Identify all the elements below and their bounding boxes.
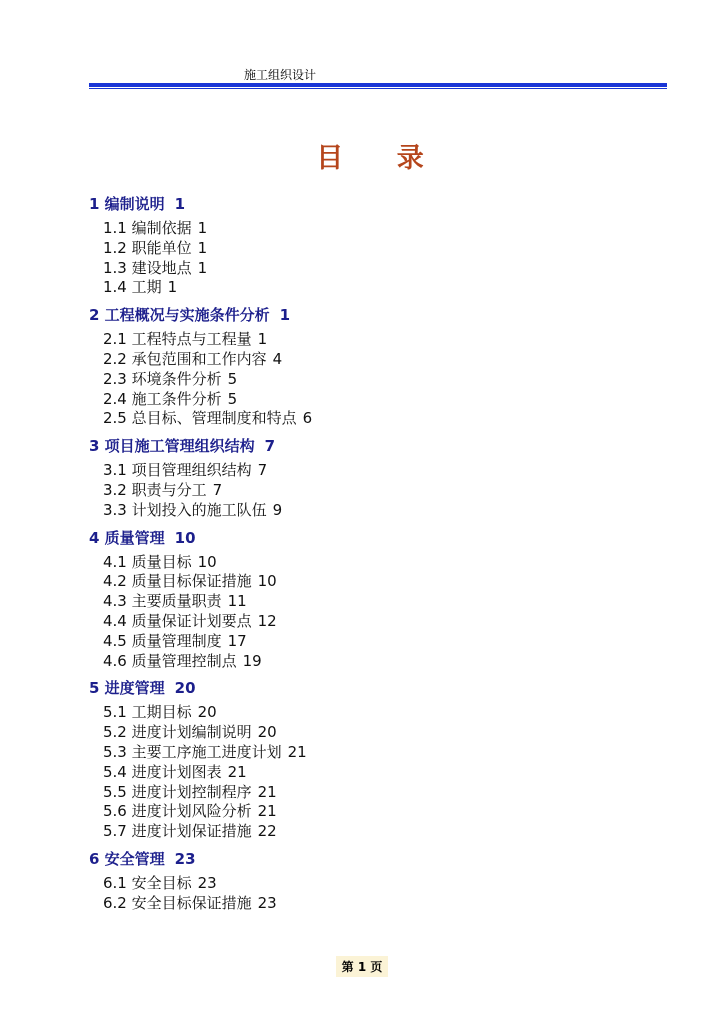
toc-item[interactable] [103, 460, 724, 480]
toc-item-label: 5.3 主要工序施工进度计划 [103, 742, 282, 761]
toc-section-label: 5 进度管理 [89, 679, 165, 698]
toc-item[interactable] [103, 500, 724, 520]
toc-item[interactable] [103, 722, 724, 742]
toc-item-page: 17 [227, 631, 247, 650]
toc-item[interactable] [103, 611, 724, 631]
toc-item[interactable] [103, 552, 724, 572]
toc-section-page: 1 [174, 195, 186, 213]
toc-item-label: 3.1 项目管理组织结构 [103, 461, 252, 480]
toc-item-page: 4 [272, 349, 283, 368]
toc-item-page: 21 [257, 782, 277, 801]
toc-item[interactable] [103, 742, 724, 762]
toc-item[interactable] [103, 277, 724, 297]
toc-section [0, 845, 724, 913]
toc-item-page: 10 [197, 552, 217, 571]
toc-item-label: 6.1 安全目标 [103, 873, 192, 892]
toc-section-heading[interactable] [89, 674, 724, 702]
toc-item-page: 7 [257, 461, 268, 480]
toc-section-heading[interactable] [89, 432, 724, 460]
toc-item-page: 21 [227, 762, 247, 781]
table-of-contents [0, 190, 724, 917]
toc-item-label: 1.2 职能单位 [103, 238, 192, 257]
toc-item-page: 23 [257, 893, 277, 912]
toc-section [0, 524, 724, 671]
toc-item-page: 22 [257, 822, 277, 841]
toc-item-label: 5.4 进度计划图表 [103, 762, 222, 781]
toc-item[interactable] [103, 873, 724, 893]
toc-item-page: 9 [272, 500, 283, 519]
toc-item[interactable] [103, 782, 724, 802]
header-rule [89, 83, 667, 89]
toc-item-page: 12 [257, 611, 277, 630]
toc-section [0, 190, 724, 297]
toc-item-label: 1.1 编制依据 [103, 219, 192, 237]
toc-item[interactable] [103, 631, 724, 651]
toc-item-label: 3.3 计划投入的施工队伍 [103, 500, 267, 519]
toc-item-page: 6 [302, 409, 313, 428]
toc-item-page: 21 [287, 742, 307, 761]
page-number: 第 1 页 [336, 956, 389, 977]
toc-item-label: 4.4 质量保证计划要点 [103, 611, 252, 630]
page-title: 目 录 [316, 143, 446, 174]
toc-item-label: 4.6 质量管理控制点 [103, 651, 237, 670]
toc-section [0, 301, 724, 428]
header-rule-thin [89, 88, 667, 89]
toc-item-page: 1 [257, 330, 268, 349]
toc-section-page: 10 [174, 528, 196, 547]
toc-section-heading[interactable] [89, 301, 724, 329]
toc-item-page: 20 [197, 703, 217, 722]
toc-section-heading[interactable] [89, 524, 724, 552]
toc-item-label: 1.4 工期 [103, 278, 162, 297]
page-footer [0, 956, 724, 977]
toc-section-label: 1 编制说明 [89, 195, 165, 213]
toc-item-page: 1 [167, 278, 178, 297]
toc-item-label: 5.2 进度计划编制说明 [103, 723, 252, 742]
toc-item-page: 11 [227, 592, 247, 611]
toc-item-label: 2.2 承包范围和工作内容 [103, 349, 267, 368]
toc-item[interactable] [103, 571, 724, 591]
toc-item-page: 23 [197, 873, 217, 892]
toc-section-label: 6 安全管理 [89, 849, 165, 868]
toc-item-page: 1 [197, 258, 208, 277]
running-header: 施工组织设计 [243, 68, 316, 82]
toc-item-label: 6.2 安全目标保证措施 [103, 893, 252, 912]
toc-section-heading[interactable] [89, 190, 724, 218]
toc-item-label: 1.3 建设地点 [103, 258, 192, 277]
toc-section-page: 20 [174, 679, 196, 698]
toc-item[interactable] [103, 702, 724, 722]
toc-item[interactable] [103, 893, 724, 913]
toc-item-label: 4.3 主要质量职责 [103, 592, 222, 611]
toc-section-page: 23 [174, 849, 196, 868]
toc-item[interactable] [103, 349, 724, 369]
toc-item[interactable] [103, 369, 724, 389]
toc-section [0, 674, 724, 841]
toc-item-label: 4.2 质量目标保证措施 [103, 572, 252, 591]
toc-item[interactable] [103, 389, 724, 409]
toc-item-label: 3.2 职责与分工 [103, 480, 207, 499]
toc-section-label: 2 工程概况与实施条件分析 [89, 306, 270, 325]
toc-item-label: 5.1 工期目标 [103, 703, 192, 722]
toc-item-label: 4.5 质量管理制度 [103, 631, 222, 650]
toc-section-heading[interactable] [89, 845, 724, 873]
toc-section-label: 4 质量管理 [89, 528, 165, 547]
header-rule-thick [89, 83, 667, 87]
toc-item-page: 5 [227, 389, 238, 408]
toc-item-label: 4.1 质量目标 [103, 552, 192, 571]
toc-item[interactable] [103, 591, 724, 611]
toc-item-page: 5 [227, 369, 238, 388]
toc-item-page: 10 [257, 572, 277, 591]
toc-item[interactable] [103, 258, 724, 278]
toc-item-label: 5.6 进度计划风险分析 [103, 802, 252, 821]
toc-item-label: 5.5 进度计划控制程序 [103, 782, 252, 801]
toc-item[interactable] [103, 651, 724, 671]
toc-section-page: 1 [279, 306, 291, 325]
toc-item[interactable] [103, 408, 724, 428]
toc-item-label: 2.5 总目标、管理制度和特点 [103, 409, 297, 428]
toc-item-label: 2.4 施工条件分析 [103, 389, 222, 408]
toc-item[interactable] [103, 762, 724, 782]
toc-item-page: 7 [212, 480, 223, 499]
toc-item[interactable] [103, 218, 724, 238]
toc-section-label: 3 项目施工管理组织结构 [89, 437, 255, 456]
toc-item-page: 1 [197, 238, 208, 257]
toc-item-page: 21 [257, 802, 277, 821]
toc-section-page: 7 [264, 437, 276, 456]
toc-section [0, 432, 724, 519]
toc-item[interactable] [103, 329, 724, 349]
toc-item-page: 20 [257, 723, 277, 742]
toc-item[interactable] [103, 801, 724, 821]
toc-item-label: 2.1 工程特点与工程量 [103, 330, 252, 349]
toc-item[interactable] [103, 238, 724, 258]
toc-item-label: 5.7 进度计划保证措施 [103, 822, 252, 841]
toc-item-label: 2.3 环境条件分析 [103, 369, 222, 388]
toc-item-page: 19 [242, 651, 262, 670]
toc-item[interactable] [103, 480, 724, 500]
toc-item[interactable] [103, 821, 724, 841]
toc-item-page: 1 [197, 219, 208, 237]
